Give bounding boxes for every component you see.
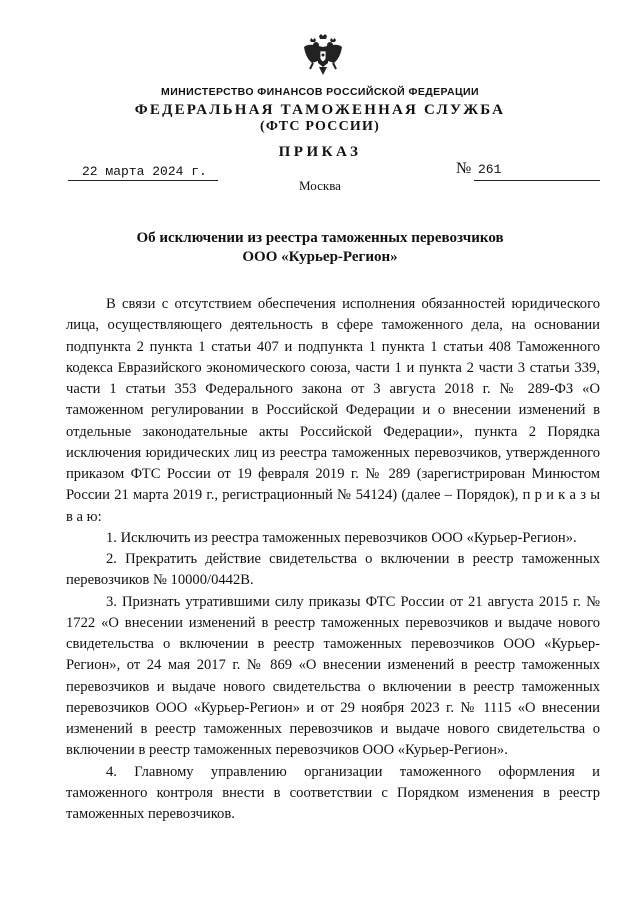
- document-type: ПРИКАЗ: [278, 144, 362, 160]
- item-3-paragraph: 3. Признать утратившими силу приказы ФТС России от 21 августа 2015 г. № 1722 «О внесении изменений в реестр таможенных перевозчиков и выдаче нового свидетельства о включении в реестр таможенных перевозчиков ООО «Курьер-Регион», от 24 мая 2017 г. № 869 «О внесении изменений в реестр таможенных перевозчиков и выдаче нового свидетельства о включении в реестр таможенных перевозчиков ООО «Курьер-Регион» и от 29 ноября 2023 г. № 1115 «О внесении изменений в реестр таможенных перевозчиков и выдаче нового свидетельства о включении в реестр таможенных перевозчиков ООО «Курьер-Регион».: [66, 593, 600, 759]
- coat-of-arms-icon: [302, 33, 344, 77]
- preamble-paragraph: В связи с отсутствием обеспечения исполнения обязанностей юридического лица, осуществляющего деятельность в сфере таможенного дела, на основании подпункта 2 пункта 1 статьи 407 и подпункта 1 пункта 1 статьи 408 Таможенного кодекса Евразийского экономического союза, части 1 и пункта 2 части 3 статьи 339, части 1 статьи 353 Федерального закона от 3 августа 2018 г. № 289-ФЗ «О таможенном регулировании в Российской Федерации и о внесении изменений в отдельные законодательные акты Российской Федерации», пункта 2 Порядка исключения юридических лиц из реестра таможенных перевозчиков, утвержденного приказом ФТС России от 19 февраля 2019 г. № 289 (зарегистрирован Минюстом России 21 марта 2019 г., регистрационный № 54124) (далее – Порядок), п р и к а з ы в а ю:: [66, 296, 600, 525]
- service-name: ФЕДЕРАЛЬНАЯ ТАМОЖЕННАЯ СЛУЖБА: [134, 102, 506, 118]
- order-body: [66, 294, 600, 825]
- order-number: 261: [478, 162, 502, 177]
- service-short-name: (ФТС РОССИИ): [260, 119, 380, 134]
- order-title-line-1: Об исключении из реестра таможенных перевозчиков: [136, 230, 504, 246]
- order-title-line-2: ООО «Курьер-Регион»: [242, 249, 398, 265]
- ministry-name: МИНИСТЕРСТВО ФИНАНСОВ РОССИЙСКОЙ ФЕДЕРАЦИИ: [161, 86, 479, 98]
- order-title: [0, 229, 640, 267]
- item-4-paragraph: 4. Главному управлению организации таможенного оформления и таможенного контроля внести в соответствии с Порядком изменения в реестр таможенных перевозчиков.: [66, 763, 600, 822]
- city: Москва: [299, 178, 341, 193]
- item-2-paragraph: 2. Прекратить действие свидетельства о включении в реестр таможенных перевозчиков № 10000/0442В.: [66, 551, 600, 589]
- number-sign: №: [456, 160, 472, 177]
- item-1-paragraph: 1. Исключить из реестра таможенных перевозчиков ООО «Курьер-Регион».: [106, 529, 577, 546]
- order-date: 22 марта 2024 г.: [68, 164, 218, 181]
